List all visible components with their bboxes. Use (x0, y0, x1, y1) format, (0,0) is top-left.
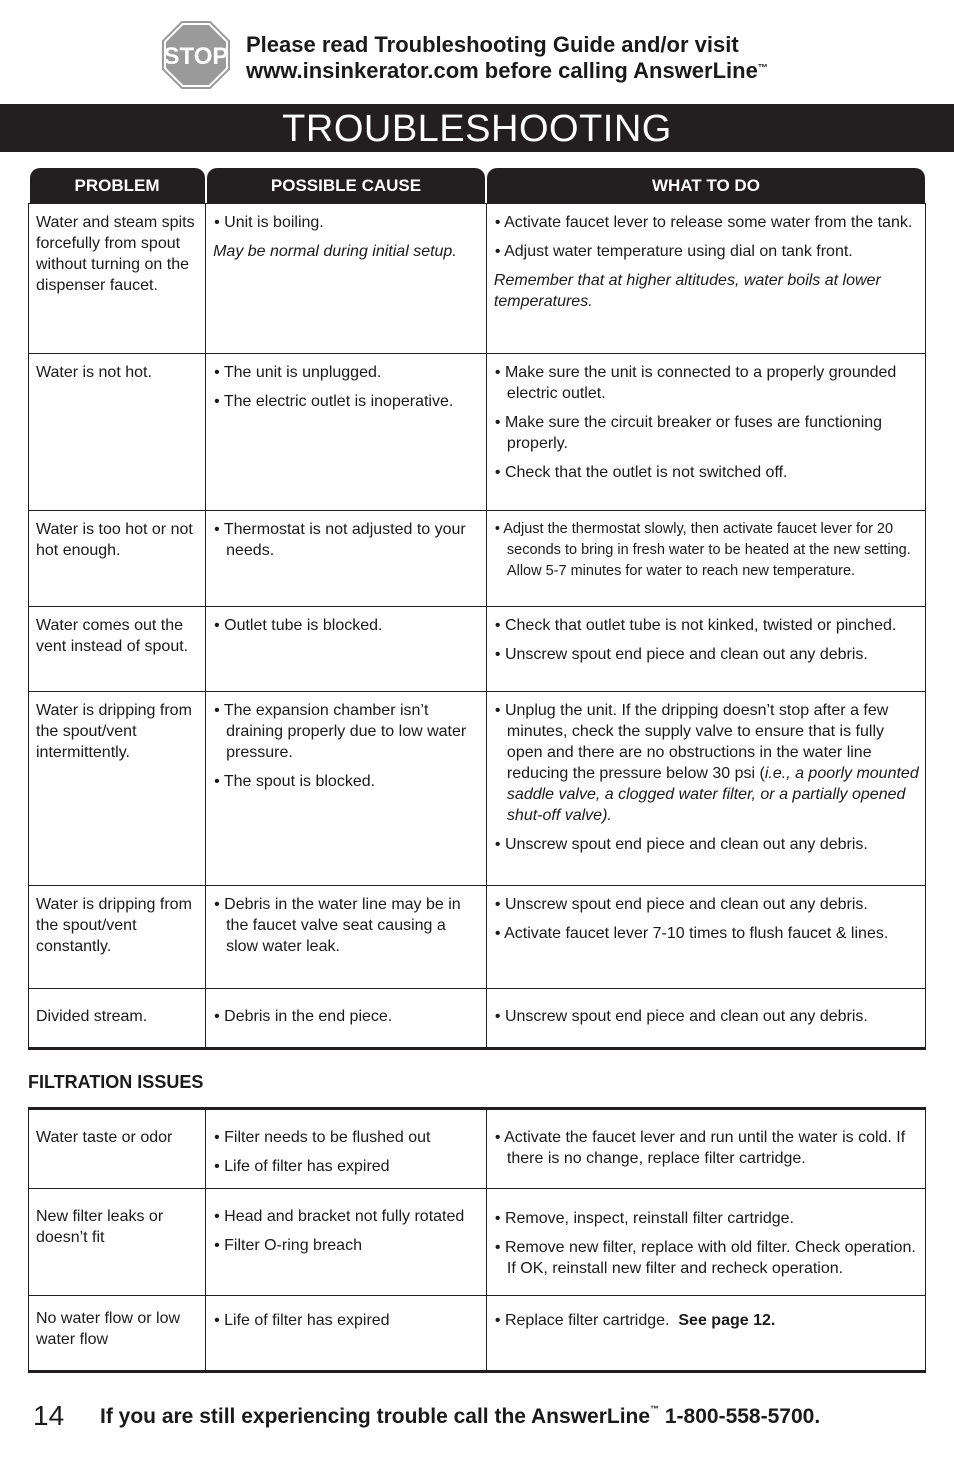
todo-cell: • Activate faucet lever to release some water from the tank. • Adjust water temperature using dial on tank front. Remember that at higher altitudes, water boils at lower temperatures. (486, 204, 925, 354)
todo-cell: • Activate the faucet lever and run until the water is cold. If there is no change, replace filter cartridge. (486, 1109, 925, 1189)
notice-text (246, 32, 936, 84)
cause-cell: • The unit is unplugged. • The electric outlet is inoperative. (206, 354, 487, 511)
column-header-cause: POSSIBLE CAUSE (206, 168, 487, 204)
cause-cell: • Debris in the water line may be in the faucet valve seat causing a slow water leak. (206, 886, 487, 989)
todo-cell: • Unscrew spout end piece and clean out any debris. (486, 989, 925, 1049)
problem-cell: Water taste or odor (29, 1109, 206, 1189)
cause-cell: • Life of filter has expired (206, 1296, 487, 1372)
problem-cell: New filter leaks or doesn’t fit (29, 1189, 206, 1296)
notice-line-2: www.insinkerator.com before calling AnswerLine (246, 58, 758, 83)
notice-line-1: Please read Troubleshooting Guide and/or visit (246, 32, 739, 57)
table-row (29, 511, 926, 607)
cause-cell: • Debris in the end piece. (206, 989, 487, 1049)
footer-message: If you are still experiencing trouble call the AnswerLine™ 1-800-558-5700. (100, 1404, 821, 1428)
table-row (29, 607, 926, 692)
filtration-table (28, 1107, 926, 1373)
table-row (29, 989, 926, 1049)
notice-header (0, 0, 954, 100)
trademark: ™ (757, 63, 768, 74)
todo-cell: • Replace filter cartridge. See page 12. (486, 1296, 925, 1372)
problem-cell: Divided stream. (29, 989, 206, 1049)
table-row (29, 886, 926, 989)
problem-cell: Water is dripping from the spout/vent intermittently. (29, 692, 206, 886)
page-reference: See page 12. (678, 1312, 776, 1329)
table-row (29, 354, 926, 511)
todo-cell: • Unplug the unit. If the dripping doesn’t stop after a few minutes, check the supply valve to ensure that is fully open and there are no obstructions in the water line reducing the pressure below 30 psi (i.e., a poorly mounted saddle valve, a clogged water filter, or a partially opened shut-off valve). • Unscrew spout end piece and clean out any debris. (486, 692, 925, 886)
page-title: TROUBLESHOOTING (282, 108, 672, 150)
column-header-todo: WHAT TO DO (486, 168, 925, 204)
cause-cell: • Head and bracket not fully rotated • Filter O-ring breach (206, 1189, 487, 1296)
cause-cell: • The expansion chamber isn’t draining properly due to low water pressure. • The spout is blocked. (206, 692, 487, 886)
column-header-problem: PROBLEM (29, 168, 206, 204)
todo-cell: • Unscrew spout end piece and clean out any debris. • Activate faucet lever 7-10 times to flush faucet & lines. (486, 886, 925, 989)
table-row (29, 1109, 926, 1189)
table-row (29, 1189, 926, 1296)
stop-sign-label: STOP (163, 43, 229, 70)
todo-cell: • Make sure the unit is connected to a properly grounded electric outlet. • Make sure the circuit breaker or fuses are functioning properly. • Check that the outlet is not switched off. (486, 354, 925, 511)
problem-cell: No water flow or low water flow (29, 1296, 206, 1372)
page-number: 14 (33, 1400, 65, 1431)
cause-cell: • Unit is boiling. May be normal during initial setup. (206, 204, 487, 354)
problem-cell: Water is too hot or not hot enough. (29, 511, 206, 607)
table-row (29, 204, 926, 354)
troubleshooting-table (28, 168, 926, 1050)
stop-sign-icon (161, 20, 231, 90)
cause-cell: • Thermostat is not adjusted to your needs. (206, 511, 487, 607)
todo-cell: • Check that outlet tube is not kinked, twisted or pinched. • Unscrew spout end piece and clean out any debris. (486, 607, 925, 692)
table-row (29, 692, 926, 886)
todo-cell: • Adjust the thermostat slowly, then activate faucet lever for 20 seconds to bring in fresh water to be heated at the new setting. Allow 5-7 minutes for water to reach new temperature. (486, 511, 925, 607)
problem-cell: Water is dripping from the spout/vent constantly. (29, 886, 206, 989)
filtration-title: FILTRATION ISSUES (28, 1072, 204, 1092)
todo-cell: • Remove, inspect, reinstall filter cartridge. • Remove new filter, replace with old filter. Check operation. If OK, reinstall new filter and recheck operation. (486, 1189, 925, 1296)
problem-cell: Water comes out the vent instead of spout. (29, 607, 206, 692)
table-row (29, 1296, 926, 1372)
cause-cell: • Outlet tube is blocked. (206, 607, 487, 692)
problem-cell: Water and steam spits forcefully from spout without turning on the dispenser faucet. (29, 204, 206, 354)
problem-cell: Water is not hot. (29, 354, 206, 511)
cause-cell: • Filter needs to be flushed out • Life of filter has expired (206, 1109, 487, 1189)
